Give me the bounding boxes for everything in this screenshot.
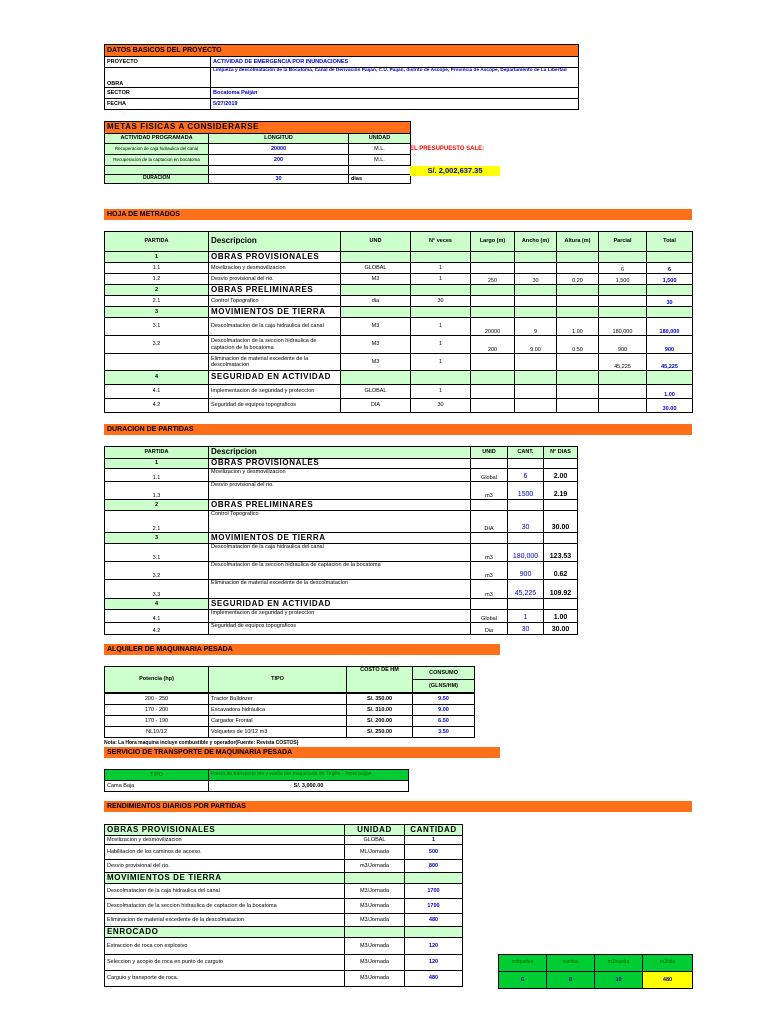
duracion-unid: m3 xyxy=(471,482,508,500)
duracion-table xyxy=(104,446,578,635)
metrados-header-descripcion: Descripcion xyxy=(209,232,341,252)
duracion-dias: 2.19 xyxy=(544,482,578,500)
duracion-descripcion: Implementacion de seguridad y proteccion xyxy=(209,610,471,623)
metrados-empty-cell xyxy=(647,307,693,318)
metrados-header-total: Total xyxy=(647,232,693,252)
duracion-header-dias: N° DIAS xyxy=(544,447,578,459)
metrados-descripcion: Movilizacion y desmovilizacion xyxy=(209,263,341,274)
m3-vuelta-value: 10 xyxy=(595,972,643,989)
transporte-tipo: Cama Baja xyxy=(105,781,209,792)
duracion-partida: 3.1 xyxy=(105,544,209,562)
rendimientos-cantidad: 800 xyxy=(405,860,463,873)
metrados-partida: 1.1 xyxy=(105,263,209,274)
duracion-cant: 1500 xyxy=(508,482,544,500)
metrados-largo xyxy=(471,399,515,413)
metrados-altura xyxy=(557,385,599,399)
metrados-descripcion: Descolmatacion de la caja hidraulica del canal xyxy=(209,318,341,336)
alquiler-consumo: 9.50 xyxy=(413,694,475,705)
duracion-header-cant: CANT. xyxy=(508,447,544,459)
metrados-empty-cell xyxy=(599,252,647,263)
rendimientos-descripcion: Carguio y transporte de roca. xyxy=(105,971,345,987)
volquetes-header: volquetes xyxy=(499,955,547,972)
metrados-und: M3 xyxy=(341,336,411,354)
alquiler-consumo: 9.00 xyxy=(413,705,475,716)
metrados-empty-cell xyxy=(471,252,515,263)
metrados-veces: 1 xyxy=(411,336,471,354)
metrados-header-und: UND xyxy=(341,232,411,252)
metrados-empty-cell xyxy=(515,371,557,385)
metrados-total: 180,000 xyxy=(647,318,693,336)
rendimientos-section-title: MOVIMIENTOS DE TIERRA xyxy=(105,873,345,884)
metrados-header-ancho: Ancho (m) xyxy=(515,232,557,252)
alquiler-note: Nota: La Hora maquina incluye combustible y operador(Fuente: Revista COSTOS) xyxy=(104,740,299,746)
duracion-descripcion: Descolmatacion de la caja hidraulica del canal xyxy=(209,544,471,562)
datos-basicos-title: DATOS BASICOS DEL PROYECTO xyxy=(105,45,579,57)
proyecto-label: PROYECTO xyxy=(105,57,211,68)
metrados-ancho xyxy=(515,354,557,371)
transporte-table xyxy=(104,769,409,792)
rendimientos-descripcion: Movilizacion y desmovilizacion xyxy=(105,836,345,845)
metrados-empty-cell xyxy=(515,285,557,296)
duracion-unid: Global xyxy=(471,610,508,623)
metas-section xyxy=(104,121,411,184)
rendimientos-cantidad: 500 xyxy=(405,845,463,860)
metrados-empty-cell xyxy=(341,371,411,385)
metrados-partida: 2.1 xyxy=(105,296,209,307)
metas-header-actividad: ACTIVIDAD PROGRAMADA xyxy=(105,134,209,144)
duracion-cant: 30 xyxy=(508,623,544,635)
metrados-total: 1,500 xyxy=(647,274,693,285)
metrados-section-title: SEGURIDAD EN ACTIVIDAD xyxy=(209,371,341,385)
metrados-section-title: MOVIMIENTOS DE TIERRA xyxy=(209,307,341,318)
metrados-empty-cell xyxy=(515,252,557,263)
duracion-cant: 1 xyxy=(508,610,544,623)
alquiler-header-glns: (GLNS/HM) xyxy=(413,680,475,693)
rendimientos-descripcion: Desvio provisional del rio. xyxy=(105,860,345,873)
m3-dia-header: m3/dia xyxy=(643,955,693,972)
metrados-empty-cell xyxy=(341,252,411,263)
duracion-cant: 45,225 xyxy=(508,580,544,599)
duracion-section-partida: 3 xyxy=(105,533,209,544)
alquiler-potencia: NL10/12 xyxy=(105,727,209,738)
alquiler-consumo: 6.50 xyxy=(413,716,475,727)
metrados-ancho xyxy=(515,296,557,307)
metrados-empty-cell xyxy=(647,252,693,263)
metrados-descripcion: Eliminacion de material excedente de la descolmatacion xyxy=(209,354,341,371)
metrados-altura: 1.00 xyxy=(557,318,599,336)
metrados-header-partida: PARTIDA xyxy=(105,232,209,252)
rendimientos-empty-cell xyxy=(345,873,405,884)
metrados-empty-cell xyxy=(647,371,693,385)
metrados-section-partida: 1 xyxy=(105,252,209,263)
alquiler-tipo: Tractor Bulldozer xyxy=(209,694,347,705)
metrados-total: 900 xyxy=(647,336,693,354)
metrados-ancho: 9.00 xyxy=(515,336,557,354)
metrados-total: 30 xyxy=(647,296,693,307)
metrados-empty-cell xyxy=(341,307,411,318)
metas-row-actividad: Recuperacion de la captacion en bocatoma xyxy=(105,155,209,166)
alquiler-header-costo: COSTO DE HM xyxy=(347,667,413,693)
fecha-label: FECHA xyxy=(105,99,211,110)
metrados-empty-cell xyxy=(647,285,693,296)
metrados-veces: 1 xyxy=(411,385,471,399)
presupuesto-label: EL PRESUPUESTO SALE: xyxy=(410,146,485,152)
datos-basicos-section xyxy=(104,44,579,110)
duracion-empty-cell xyxy=(508,599,544,610)
metrados-empty-cell xyxy=(557,285,599,296)
duracion-dias: 0.62 xyxy=(544,562,578,580)
rendimientos-unidad: M3/Jornada xyxy=(345,971,405,987)
rendimientos-header-obras: OBRAS PROVISIONALES xyxy=(105,825,345,836)
metrados-partida: 4.2 xyxy=(105,399,209,413)
duracion-dias: 1.00 xyxy=(544,610,578,623)
metrados-largo: 200 xyxy=(471,336,515,354)
metrados-empty-cell xyxy=(515,307,557,318)
duracion-cant: 30 xyxy=(508,511,544,533)
alquiler-table xyxy=(104,666,475,746)
duracion-empty-cell xyxy=(471,599,508,610)
duracion-unit: dias xyxy=(349,175,411,184)
metrados-ancho xyxy=(515,263,557,274)
duracion-empty-cell xyxy=(544,599,578,610)
metrados-parcial: 180,000 xyxy=(599,318,647,336)
metrados-partida: 3.2 xyxy=(105,336,209,354)
duracion-empty-cell xyxy=(544,459,578,469)
m3-dia-value: 480 xyxy=(643,972,693,989)
duracion-empty-cell xyxy=(508,500,544,511)
duracion-empty-cell xyxy=(508,533,544,544)
metrados-empty-cell xyxy=(599,371,647,385)
duracion-descripcion: Eliminacion de material excedente de la descolmatacion xyxy=(209,580,471,599)
duracion-partida: 3.3 xyxy=(105,580,209,599)
duracion-header-unid: UNID xyxy=(471,447,508,459)
metrados-total: 1.00 xyxy=(647,385,693,399)
metas-row-longitud: 20000 xyxy=(209,144,349,155)
alquiler-tipo: Cargador Frontal xyxy=(209,716,347,727)
duracion-partida: 2.1 xyxy=(105,511,209,533)
metrados-partida xyxy=(105,354,209,371)
alquiler-potencia: 200 - 250 xyxy=(105,694,209,705)
metrados-section-partida: 3 xyxy=(105,307,209,318)
duracion-section-partida: 2 xyxy=(105,500,209,511)
duracion-partida: 4.2 xyxy=(105,623,209,635)
duracion-section-title: SEGURIDAD EN ACTIVIDAD xyxy=(209,599,471,610)
metrados-title: HOJA DE METRADOS xyxy=(104,209,692,220)
metrados-header-veces: N° veces xyxy=(411,232,471,252)
duracion-dias: 30.00 xyxy=(544,511,578,533)
duracion-section-title: OBRAS PROVISIONALES xyxy=(209,459,471,469)
metrados-largo xyxy=(471,263,515,274)
rendimientos-unidad: GLOBAL xyxy=(345,836,405,845)
duracion-partida: 4.1 xyxy=(105,610,209,623)
metrados-empty-cell xyxy=(557,307,599,318)
alquiler-costo: S/. 350.00 xyxy=(347,694,413,705)
transporte-precio: S/. 3,000.00 xyxy=(209,781,409,792)
metrados-empty-cell xyxy=(599,307,647,318)
metrados-parcial xyxy=(599,399,647,413)
alquiler-potencia: 170 - 200 xyxy=(105,705,209,716)
duracion-dias: 30.00 xyxy=(544,623,578,635)
metrados-empty-cell xyxy=(471,285,515,296)
metrados-altura xyxy=(557,399,599,413)
volquetes-value: 6 xyxy=(499,972,547,989)
rendimientos-cantidad: 1700 xyxy=(405,884,463,899)
m3-vuelta-header: m3/vuelta xyxy=(595,955,643,972)
metrados-ancho: 9 xyxy=(515,318,557,336)
metrados-total: 45,225 xyxy=(647,354,693,371)
vueltas-value: 8 xyxy=(547,972,595,989)
volquetes-table xyxy=(498,954,693,989)
rendimientos-cantidad: 1700 xyxy=(405,899,463,914)
metrados-empty-cell xyxy=(471,307,515,318)
metrados-altura: 0.50 xyxy=(557,336,599,354)
transporte-title: SERVICIO DE TRANSPORTE DE MAQUINARIA PESADA xyxy=(104,747,500,758)
metrados-descripcion: Seguridad de equipos topograficos xyxy=(209,399,341,413)
alquiler-costo: S/. 200.00 xyxy=(347,716,413,727)
metrados-veces: 1 xyxy=(411,354,471,371)
duracion-dias: 123.53 xyxy=(544,544,578,562)
fecha-value: 5/27/2019 xyxy=(211,99,579,110)
duracion-partida: 1.3 xyxy=(105,482,209,500)
metrados-empty-cell xyxy=(557,252,599,263)
alquiler-costo: S/. 250.00 xyxy=(347,727,413,738)
rendimientos-descripcion: Extraccion de roca con explosivo xyxy=(105,938,345,955)
metas-title: METAS FISICAS A CONSIDERARSE xyxy=(105,122,411,134)
rendimientos-descripcion: Habilitacion de los caminos de acceso. xyxy=(105,845,345,860)
rendimientos-cantidad: 480 xyxy=(405,971,463,987)
metrados-veces: 1 xyxy=(411,318,471,336)
rendimientos-title: RENDIMIENTOS DIARIOS POR PARTIDAS xyxy=(104,801,692,812)
duracion-empty-cell xyxy=(544,500,578,511)
metrados-descripcion: Implementacion de seguridad y proteccion xyxy=(209,385,341,399)
metrados-table xyxy=(104,231,693,413)
metrados-partida: 4.1 xyxy=(105,385,209,399)
rendimientos-unidad: M3/Jornada xyxy=(345,899,405,914)
metrados-section-partida: 4 xyxy=(105,371,209,385)
rendimientos-cantidad: 480 xyxy=(405,914,463,927)
duracion-descripcion: Desvio provisional del rio. xyxy=(209,482,471,500)
duracion-partida: 3.2 xyxy=(105,562,209,580)
metas-row-longitud: 200 xyxy=(209,155,349,166)
obra-label: OBRA xyxy=(105,68,211,88)
metrados-partida: 3.1 xyxy=(105,318,209,336)
rendimientos-section-title: ENROCADO xyxy=(105,927,345,938)
rendimientos-descripcion: Descolmatacion de la seccion hidraulica de captacion de la bocatoma xyxy=(105,899,345,914)
metrados-section-partida: 2 xyxy=(105,285,209,296)
rendimientos-empty-cell xyxy=(405,927,463,938)
metrados-und: M3 xyxy=(341,354,411,371)
metas-header-unidad: UNIDAD xyxy=(349,134,411,144)
duracion-descripcion: Control Topografico xyxy=(209,511,471,533)
duracion-descripcion: Movilizacion y desmovilizacion xyxy=(209,469,471,482)
metrados-section-title: OBRAS PRELIMINARES xyxy=(209,285,341,296)
duracion-partida: 1.1 xyxy=(105,469,209,482)
metrados-parcial xyxy=(599,385,647,399)
duracion-section-partida: 4 xyxy=(105,599,209,610)
duracion-empty-cell xyxy=(508,459,544,469)
metrados-und: dia xyxy=(341,296,411,307)
rendimientos-descripcion: Descolmatacion de la caja hidraulica del canal xyxy=(105,884,345,899)
metrados-ancho: 30 xyxy=(515,274,557,285)
metrados-und: M3 xyxy=(341,274,411,285)
metas-row-unidad: M.L. xyxy=(349,155,411,166)
metrados-section-title: OBRAS PROVISIONALES xyxy=(209,252,341,263)
duracion-descripcion: Seguridad de equipos topograficos xyxy=(209,623,471,635)
alquiler-potencia: 170 - 190 xyxy=(105,716,209,727)
metrados-und: DIA xyxy=(341,399,411,413)
metrados-veces: 1 xyxy=(411,274,471,285)
vueltas-header: vueltas xyxy=(547,955,595,972)
metrados-altura xyxy=(557,296,599,307)
duracion-cant: 180,000 xyxy=(508,544,544,562)
rendimientos-descripcion: Eliminacion de material excedente de la descolmatacion xyxy=(105,914,345,927)
duracion-section-partida: 1 xyxy=(105,459,209,469)
duracion-empty-cell xyxy=(471,533,508,544)
metrados-descripcion: Descolmatacion de la seccion hidraulica de captacion de la bocatoma xyxy=(209,336,341,354)
alquiler-header-tipo: TIPO xyxy=(209,667,347,693)
metrados-largo: 20000 xyxy=(471,318,515,336)
presupuesto-value: S/. 2,002,637.35 xyxy=(410,166,500,176)
duracion-dias: 109.92 xyxy=(544,580,578,599)
metrados-empty-cell xyxy=(557,371,599,385)
duracion-title: DURACION DE PARTIDAS xyxy=(104,424,692,435)
duracion-unid: Global xyxy=(471,469,508,482)
metrados-descripcion: Control Topografico xyxy=(209,296,341,307)
obra-value: Limpieza y descolmatación de la Bocatoma, Canal de Derivación Paiján, C.U. Paiján, distrito de Ascope, Provincia de Ascope, Departamento de La Libertad xyxy=(211,68,579,88)
duracion-header-descripcion: Descripcion xyxy=(209,447,471,459)
metrados-veces: 1 xyxy=(411,263,471,274)
rendimientos-unidad: M3/Jornada xyxy=(345,955,405,971)
transporte-header-tipo: TIPO xyxy=(105,770,209,781)
metrados-parcial: 1,500 xyxy=(599,274,647,285)
metrados-altura: 0.20 xyxy=(557,274,599,285)
metrados-empty-cell xyxy=(341,285,411,296)
metrados-empty-cell xyxy=(411,371,471,385)
alquiler-header-consumo: CONSUMO xyxy=(413,667,475,680)
duracion-empty-cell xyxy=(471,459,508,469)
metrados-parcial xyxy=(599,296,647,307)
alquiler-costo: S/. 310.00 xyxy=(347,705,413,716)
duracion-cant: 6 xyxy=(508,469,544,482)
alquiler-consumo: 3.50 xyxy=(413,727,475,738)
metrados-parcial: 900 xyxy=(599,336,647,354)
metrados-empty-cell xyxy=(411,307,471,318)
rendimientos-unidad: ML/Jornada xyxy=(345,845,405,860)
metrados-largo xyxy=(471,354,515,371)
metrados-und: GLOBAL xyxy=(341,263,411,274)
metrados-empty-cell xyxy=(599,285,647,296)
metrados-parcial: 6 xyxy=(599,263,647,274)
rendimientos-descripcion: Seleccion y acopio de roca en punto de carguio xyxy=(105,955,345,971)
rendimientos-empty-cell xyxy=(345,927,405,938)
metas-row-unidad: M.L. xyxy=(349,144,411,155)
duracion-value: 30 xyxy=(209,175,349,184)
duracion-empty-cell xyxy=(471,500,508,511)
metrados-descripcion: Desvio provisional del rio. xyxy=(209,274,341,285)
metrados-veces: 30 xyxy=(411,296,471,307)
rendimientos-unidad: M3/Jornada xyxy=(345,938,405,955)
metas-row-actividad: Recuperacion de caja hidraulica del canal xyxy=(105,144,209,155)
metrados-empty-cell xyxy=(471,371,515,385)
rendimientos-cantidad: 120 xyxy=(405,938,463,955)
duracion-header-partida: PARTIDA xyxy=(105,447,209,459)
duracion-label: DURACION xyxy=(105,175,209,184)
alquiler-header-potencia: Potencia (hp) xyxy=(105,667,209,693)
metrados-ancho xyxy=(515,399,557,413)
duracion-unid: DIA xyxy=(471,511,508,533)
metrados-total: 30.00 xyxy=(647,399,693,413)
rendimientos-header-cantidad: CANTIDAD xyxy=(405,825,463,836)
metrados-header-altura: Altura (m) xyxy=(557,232,599,252)
rendimientos-table xyxy=(104,824,463,987)
duracion-unid: m3 xyxy=(471,580,508,599)
duracion-section-title: OBRAS PRELIMINARES xyxy=(209,500,471,511)
metrados-und: GLOBAL xyxy=(341,385,411,399)
metrados-largo xyxy=(471,296,515,307)
rendimientos-cantidad: 120 xyxy=(405,955,463,971)
alquiler-title: ALQUILER DE MAQUINARIA PESADA xyxy=(104,644,500,655)
metrados-partida: 1.2 xyxy=(105,274,209,285)
duracion-section-title: MOVIMIENTOS DE TIERRA xyxy=(209,533,471,544)
metrados-veces: 30 xyxy=(411,399,471,413)
duracion-unid: Dia xyxy=(471,623,508,635)
metrados-largo xyxy=(471,385,515,399)
rendimientos-empty-cell xyxy=(405,873,463,884)
metrados-header-largo: Largo (m) xyxy=(471,232,515,252)
metrados-total: 6 xyxy=(647,263,693,274)
duracion-dias: 2.00 xyxy=(544,469,578,482)
duracion-cant: 900 xyxy=(508,562,544,580)
duracion-unid: m3 xyxy=(471,562,508,580)
metrados-empty-cell xyxy=(411,252,471,263)
rendimientos-cantidad: 1 xyxy=(405,836,463,845)
alquiler-tipo: Excavadora hidráulica xyxy=(209,705,347,716)
rendimientos-unidad: M3/Jornada xyxy=(345,914,405,927)
rendimientos-unidad: m3/Jornada xyxy=(345,860,405,873)
sector-label: SECTOR xyxy=(105,88,211,99)
metrados-ancho xyxy=(515,385,557,399)
metrados-und: M3 xyxy=(341,318,411,336)
metas-header-longitud: LONGITUD xyxy=(209,134,349,144)
rendimientos-header-unidad: UNIDAD xyxy=(345,825,405,836)
transporte-header-precio: Precio de transporte ida y vuelta por maquinaria de Trujillo - Toma paijan xyxy=(209,770,409,781)
sector-value: Bocatoma Paiján xyxy=(211,88,579,99)
metrados-header-parcial: Parcial xyxy=(599,232,647,252)
metrados-empty-cell xyxy=(411,285,471,296)
metrados-parcial: 45,225 xyxy=(599,354,647,371)
duracion-descripcion: Descolmatacion de la seccion hidraulica de captacion de la bocatoma xyxy=(209,562,471,580)
metrados-altura xyxy=(557,354,599,371)
metrados-altura xyxy=(557,263,599,274)
rendimientos-unidad: M3/Jornada xyxy=(345,884,405,899)
proyecto-value: ACTIVIDAD DE EMERGENCIA POR INUNDACIONES xyxy=(211,57,579,68)
alquiler-tipo: Volquetes de 10/12 m3 xyxy=(209,727,347,738)
metrados-largo: 250 xyxy=(471,274,515,285)
duracion-unid: m3 xyxy=(471,544,508,562)
duracion-empty-cell xyxy=(544,533,578,544)
